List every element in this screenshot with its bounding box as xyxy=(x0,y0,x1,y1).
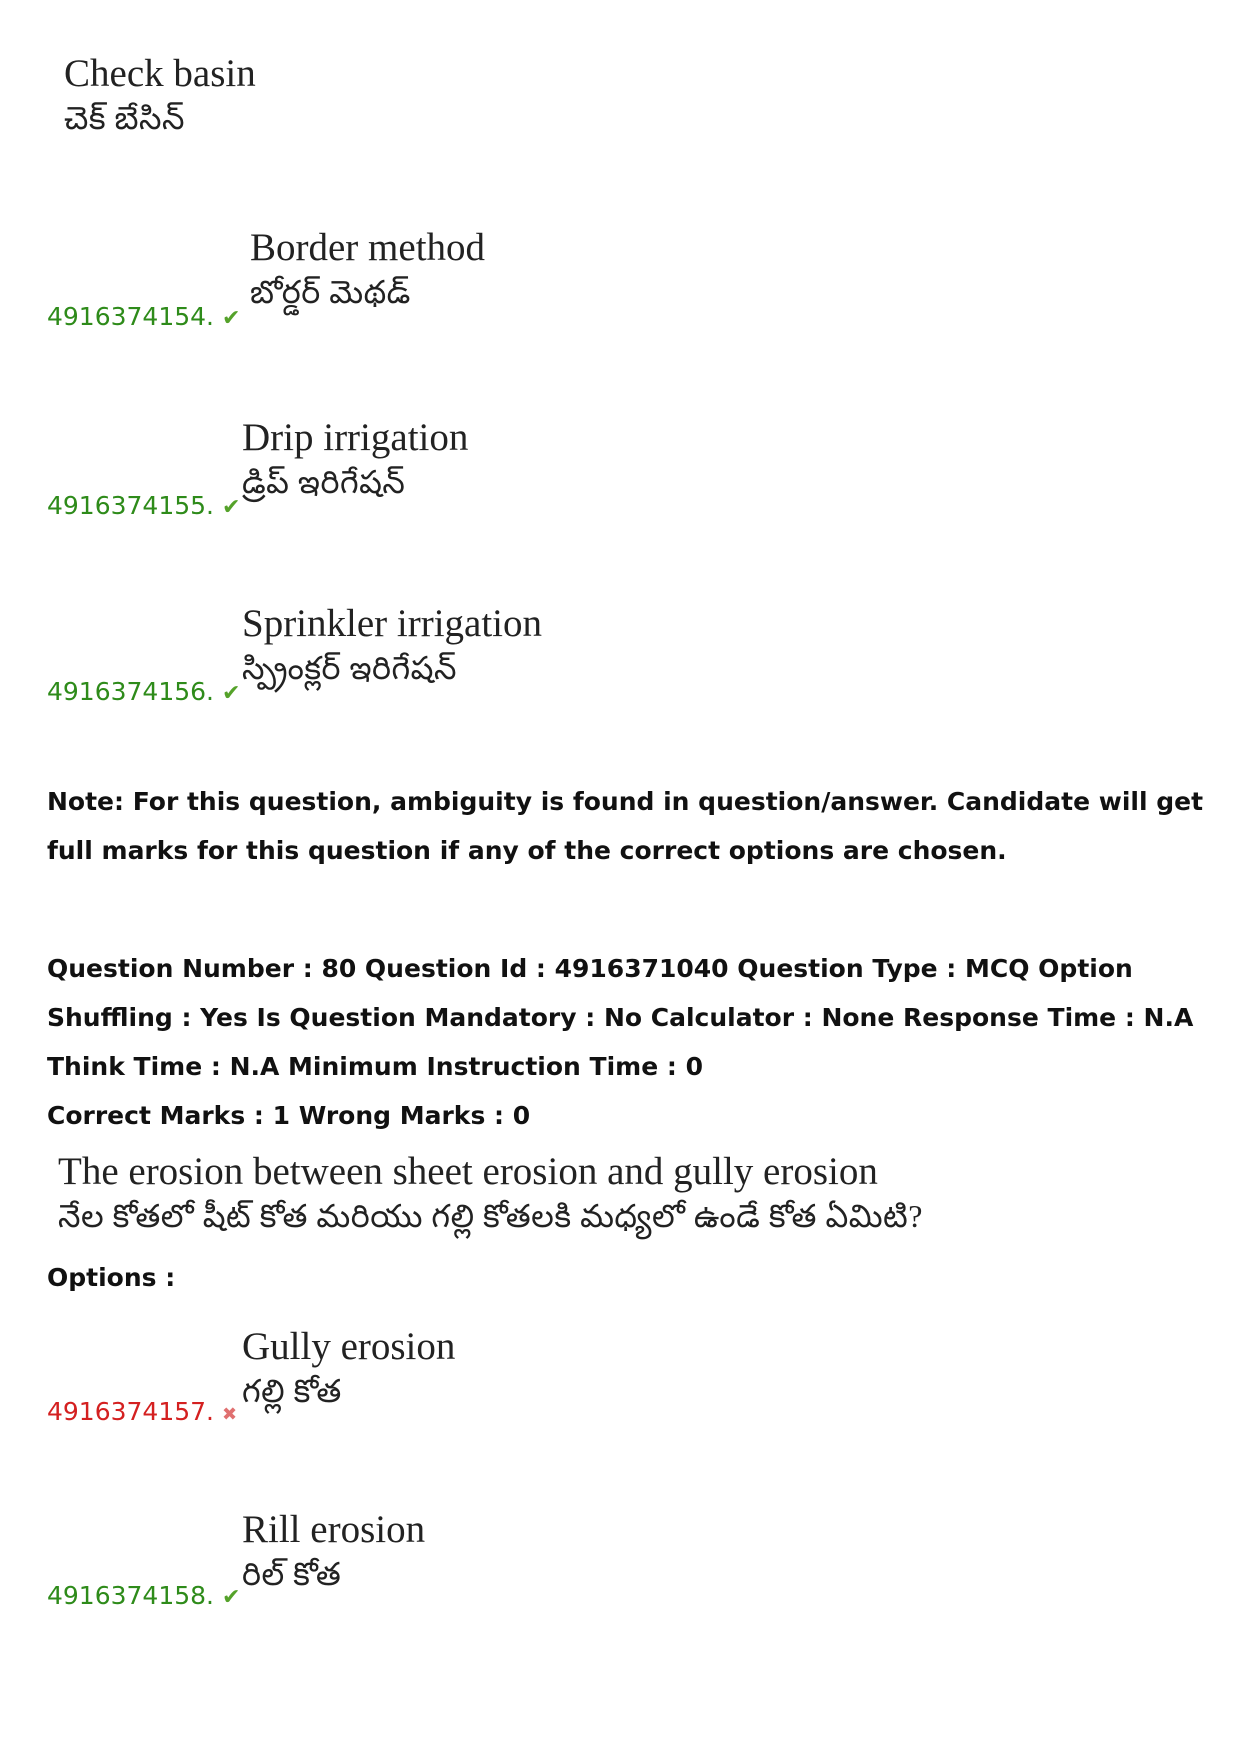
option-english: Sprinkler irrigation xyxy=(242,602,543,645)
option-image-drip-irrigation xyxy=(242,416,468,502)
option-id: 4916374154. ✔ xyxy=(47,302,241,331)
option-id: 4916374158. ✔ xyxy=(47,1581,241,1610)
options-label: Options : xyxy=(47,1263,176,1292)
question-english: The erosion between sheet erosion and gully erosion xyxy=(58,1150,878,1193)
option-telugu: చెక్ బేసిన్ xyxy=(64,100,185,136)
option-english: Gully erosion xyxy=(242,1325,456,1368)
check-mark-icon: ✔ xyxy=(222,495,241,520)
option-english: Check basin xyxy=(64,52,256,95)
option-image-border-method xyxy=(250,226,485,312)
cross-mark-icon: ✖ xyxy=(222,1404,238,1425)
option-telugu: డ్రిప్ ఇరిగేషన్ xyxy=(242,464,406,500)
option-image-gully-erosion xyxy=(242,1325,455,1411)
option-id: 4916374155. ✔ xyxy=(47,491,241,520)
option-english: Drip irrigation xyxy=(242,416,469,459)
option-id: 4916374157. ✖ xyxy=(47,1397,238,1426)
question-text-image xyxy=(58,1150,923,1236)
check-mark-icon: ✔ xyxy=(222,681,241,706)
option-telugu: రిల్ కోత xyxy=(242,1556,342,1592)
option-english: Border method xyxy=(250,226,486,269)
question-metadata: Question Number : 80 Question Id : 4916371040 Question Type : MCQ Option Shuffling : Yes Is Question Mandatory : No Calculator : None Response Time : N.A Think Time : N.A Minimum Instruction Time : 0 xyxy=(47,954,1194,1081)
check-mark-icon: ✔ xyxy=(222,306,241,331)
question-telugu: నేల కోతలో షీట్ కోత మరియు గల్లి కోతలకి మధ్యలో ఉండే కోత ఏమిటి? xyxy=(58,1198,923,1234)
ambiguity-note: Note: For this question, ambiguity is found in question/answer. Candidate will get full marks for this question if any of the correct options are chosen. xyxy=(47,787,1204,865)
option-id: 4916374156. ✔ xyxy=(47,677,241,706)
option-image-check-basin xyxy=(64,52,256,138)
question-marks: Correct Marks : 1 Wrong Marks : 0 xyxy=(47,1101,531,1130)
option-telugu: గల్లి కోత xyxy=(242,1373,342,1409)
option-telugu: స్ప్రింక్లర్ ఇరిగేషన్ xyxy=(242,650,457,686)
option-image-sprinkler-irrigation xyxy=(242,602,542,688)
check-mark-icon: ✔ xyxy=(222,1585,241,1610)
option-image-rill-erosion xyxy=(242,1508,425,1594)
option-english: Rill erosion xyxy=(242,1508,426,1551)
option-telugu: బోర్డర్ మెథడ్ xyxy=(250,274,411,310)
